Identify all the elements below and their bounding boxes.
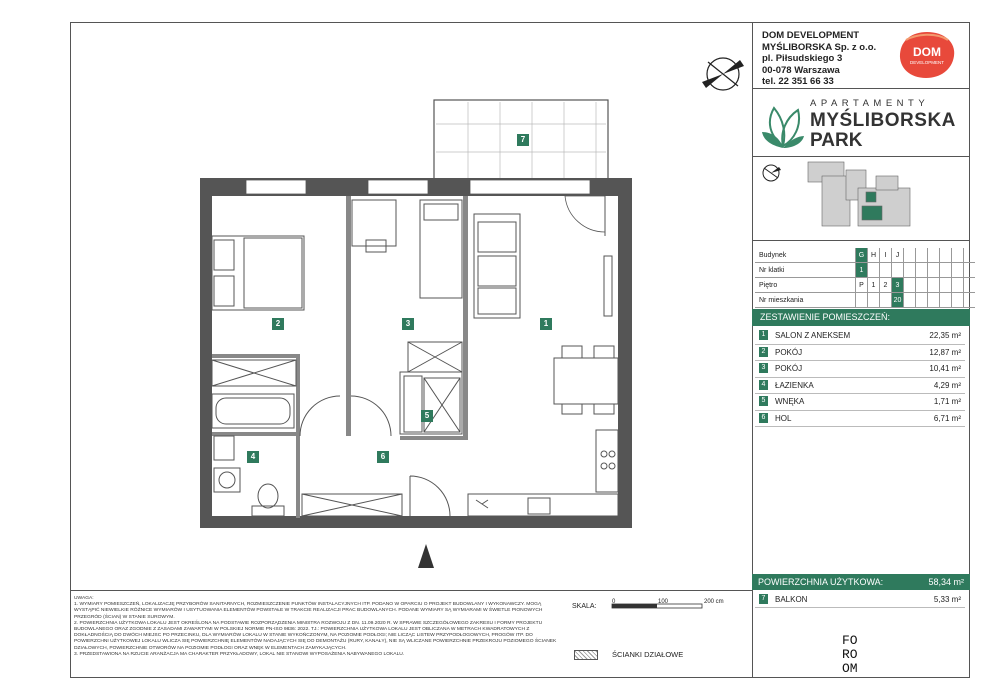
room-number: 1	[759, 330, 768, 340]
location-cell: P	[856, 278, 868, 293]
balcony-area: 5,33 m²	[933, 595, 961, 604]
rooms-header: ZESTAWIENIE POMIESZCZEŃ:	[752, 309, 970, 326]
room-area: 4,29 m²	[933, 380, 961, 390]
closet-5	[400, 372, 462, 434]
location-cell	[940, 278, 952, 293]
location-row	[755, 263, 975, 278]
scale-tick-0: 0	[612, 599, 616, 605]
location-row-label: Nr mieszkania	[755, 293, 856, 308]
total-area	[752, 574, 970, 590]
scale-tick-100: 100	[658, 599, 669, 605]
room-area: 10,41 m²	[929, 364, 961, 373]
divider	[752, 88, 970, 89]
room-name: WNĘKA	[775, 397, 805, 406]
brand-line2: MYŚLIBORSKA	[810, 110, 956, 131]
location-cell	[952, 263, 964, 278]
bed-room3	[420, 200, 462, 298]
dining-table	[554, 346, 618, 414]
location-cell: 2	[880, 278, 892, 293]
room-name: POKÓJ	[775, 364, 803, 373]
room-area: 22,35 m²	[929, 331, 961, 340]
location-cell: 20	[892, 293, 904, 308]
plan-label-7: 7	[517, 134, 529, 146]
leaf-logo-icon	[760, 96, 806, 152]
brand-line1: APARTAMENTY	[810, 98, 930, 109]
notes	[74, 596, 562, 658]
room-area: 6,71 m²	[933, 413, 961, 423]
company-entity: MYŚLIBORSKA Sp. z o.o.	[762, 41, 877, 53]
bed-room2	[212, 236, 304, 310]
location-cell: J	[892, 248, 904, 263]
key-plan	[808, 162, 910, 226]
location-row-label: Piętro	[755, 278, 856, 293]
balcony-name: BALKON	[775, 595, 808, 604]
balcony-number: 7	[759, 594, 768, 604]
room-area: 1,71 m²	[933, 397, 961, 406]
location-row-label: Nr klatki	[755, 263, 856, 278]
room-name: POKÓJ	[775, 347, 803, 357]
divider	[752, 156, 970, 157]
plan-label-6: 6	[377, 451, 389, 463]
room-name: HOL	[775, 413, 792, 423]
kitchen-counter	[468, 430, 618, 516]
entrance-arrow-icon	[418, 544, 434, 568]
foroom-logo	[842, 634, 858, 676]
wardrobe-room2	[212, 360, 296, 386]
note-3: 3. PRZEDSTAWIONA NA RZUCIE ARANŻACJA MA CHARAKTER PRZYKŁADOWY, LOKAL NIE STANOWI WYPOSAŻENIA NABYWANEGO LOKALU.	[74, 651, 405, 657]
location-cell	[928, 293, 940, 308]
scale-bar	[612, 604, 702, 608]
wardrobe-room3	[408, 342, 462, 372]
outer-walls	[200, 178, 632, 528]
room-row	[755, 328, 965, 345]
location-cell	[928, 278, 940, 293]
compass-icon	[702, 58, 744, 90]
location-cell	[904, 278, 916, 293]
total-label: POWIERZCHNIA UŻYTKOWA:	[758, 577, 884, 587]
svg-text:DOM: DOM	[913, 45, 941, 59]
location-cell	[916, 248, 928, 263]
location-cell: 1	[856, 263, 868, 278]
plan-label-4: 4	[247, 451, 259, 463]
balcony-row	[755, 592, 965, 608]
interior-walls	[212, 196, 468, 518]
notes-title: UWAGA:	[74, 596, 94, 601]
total-value: 58,34 m²	[928, 577, 964, 587]
room-row	[755, 361, 965, 378]
location-cell	[892, 263, 904, 278]
partition-label: ŚCIANKI DZIAŁOWE	[612, 650, 684, 659]
note-1: 1. WYMIARY POMIESZCZEŃ, LOKALIZACJĘ PRZYBORÓW SANITARNYCH, ROZMIESZCZENIE PUNKTÓW INSTALACYJNYCH ITP. PODANO W OPARCIU O PROJEKT BUDOWLANY I WYKONAWCZY. MOGĄ WYSTĄPIĆ NIEWIELKIE RÓŻNICE WYMIARÓW I USYTUOWANIA ELEMENTÓW POWSTAŁE W TRAKCIE REALIZACJI PRAC BUDOWLANYCH. PODANE WYMIARY SĄ WYMIARAMI W ŚWIETLE PIONOWYCH PRZEGRÓD (ŚCIAN) W STANIE SUROWYM.	[74, 602, 543, 620]
location-cell: 3	[892, 278, 904, 293]
location-row	[755, 293, 975, 308]
location-cell	[868, 263, 880, 278]
scale	[572, 599, 724, 610]
room-number: 6	[759, 413, 768, 423]
company-phone: tel. 22 351 66 33	[762, 76, 834, 87]
svg-text:DEVELOPMENT: DEVELOPMENT	[909, 60, 945, 65]
scale-tick-200: 200 cm	[704, 599, 724, 605]
location-cell	[940, 248, 952, 263]
location-cell	[916, 263, 928, 278]
brand-line3: PARK	[810, 130, 863, 151]
room-number: 5	[759, 396, 768, 406]
location-cell	[916, 278, 928, 293]
room-row	[755, 378, 965, 395]
location-cell	[856, 293, 868, 308]
tv	[604, 256, 612, 316]
location-cell	[940, 263, 952, 278]
plan-label-3: 3	[402, 318, 414, 330]
room-name: ŁAZIENKA	[775, 380, 814, 390]
divider	[752, 240, 970, 241]
location-cell	[964, 248, 976, 263]
location-cell: 1	[868, 278, 880, 293]
location-row	[755, 248, 975, 263]
location-cell: H	[868, 248, 880, 263]
hall-wardrobe	[302, 494, 402, 516]
hatch-swatch	[574, 650, 598, 660]
rooms-list	[755, 328, 965, 427]
location-cell	[964, 293, 976, 308]
location-cell	[928, 248, 940, 263]
location-cell	[952, 278, 964, 293]
location-table	[755, 248, 975, 308]
location-cell	[964, 263, 976, 278]
company-name: DOM DEVELOPMENT	[762, 30, 860, 41]
room-area: 12,87 m²	[929, 347, 961, 357]
sofa	[474, 214, 520, 318]
foroom-line2: RO	[842, 647, 858, 662]
room-row	[755, 411, 965, 428]
location-cell	[952, 293, 964, 308]
location-cell: G	[856, 248, 868, 263]
room-number: 4	[759, 380, 768, 390]
project-brand	[760, 96, 965, 156]
company-city: 00-078 Warszawa	[762, 64, 840, 76]
location-cell	[964, 278, 976, 293]
company-info	[762, 30, 876, 88]
location-cell	[940, 293, 952, 308]
plan-label-5: 5	[421, 410, 433, 422]
location-cell	[904, 293, 916, 308]
room-number: 2	[759, 347, 768, 357]
foroom-line1: FO	[842, 633, 858, 648]
windows	[246, 180, 590, 194]
compass-small-icon	[763, 165, 781, 181]
room-number: 3	[759, 363, 768, 373]
location-cell	[880, 293, 892, 308]
plan-label-1: 1	[540, 318, 552, 330]
location-cell: I	[880, 248, 892, 263]
room-row	[755, 394, 965, 411]
location-row-label: Budynek	[755, 248, 856, 263]
location-cell	[904, 263, 916, 278]
desk-room3	[352, 200, 396, 252]
dom-development-logo	[896, 30, 958, 80]
note-2: 2. POWIERZCHNIA UŻYTKOWA LOKALU JEST OKREŚLONA NA PODSTAWIE ROZPORZĄDZENIA MINISTRA ROZWOJU Z DN. 11.09.2020 R. W SPRAWIE SZCZEGÓŁOWEGO ZAKRESU I FORMY PROJEKTU BUDOWLANEGO ORAZ ZGODNIE Z ZASADAMI ZAWARTYMI W POLSKIEJ NORMIE PN-ISO 9836: 2022. TJ.: POWIERZCHNIA UŻYTKOWA LOKALU JEST OBLICZANA W METRACH KWADRATOWYCH Z DOKŁADNOŚCIĄ DO DWÓCH MIEJSC PO PRZECINKU, DLA WYMIARÓW LOKALU W STANIE WYKOŃCZONYM, NA POZIOMIE PODŁOGI; NIE LICZĄC LISTEW PRZYPODŁOGOWYCH, PROGÓW ITP. DO POWIERZCHNI UŻYTKOWEJ LOKALU WLICZA SIĘ POWIERZCHNIĘ ELEMENTÓW NADAJĄCYCH SIĘ DO DEMONTAŻU (RURY, KANAŁY), NIE SĄ WLICZANE POWIERZCHNIE PRZEKROJU POZIOMEGO ŚCIANEK DZIAŁOWYCH, POWIERZCHNIE OTWORÓW NA POZIOMIE PODŁOGI ORAZ WNĘK W ELEMENTACH ZAMYKAJĄCYCH.	[74, 620, 557, 651]
room-row	[755, 345, 965, 362]
location-row	[755, 278, 975, 293]
foroom-line3: OM	[842, 661, 858, 676]
scale-label: SKALA:	[572, 603, 597, 610]
company-street: pl. Piłsudskiego 3	[762, 53, 843, 64]
location-cell	[904, 248, 916, 263]
location-cell	[916, 293, 928, 308]
plan-label-2: 2	[272, 318, 284, 330]
location-cell	[868, 293, 880, 308]
location-cell	[880, 263, 892, 278]
location-cell	[952, 248, 964, 263]
room-name: SALON Z ANEKSEM	[775, 331, 851, 340]
location-cell	[928, 263, 940, 278]
